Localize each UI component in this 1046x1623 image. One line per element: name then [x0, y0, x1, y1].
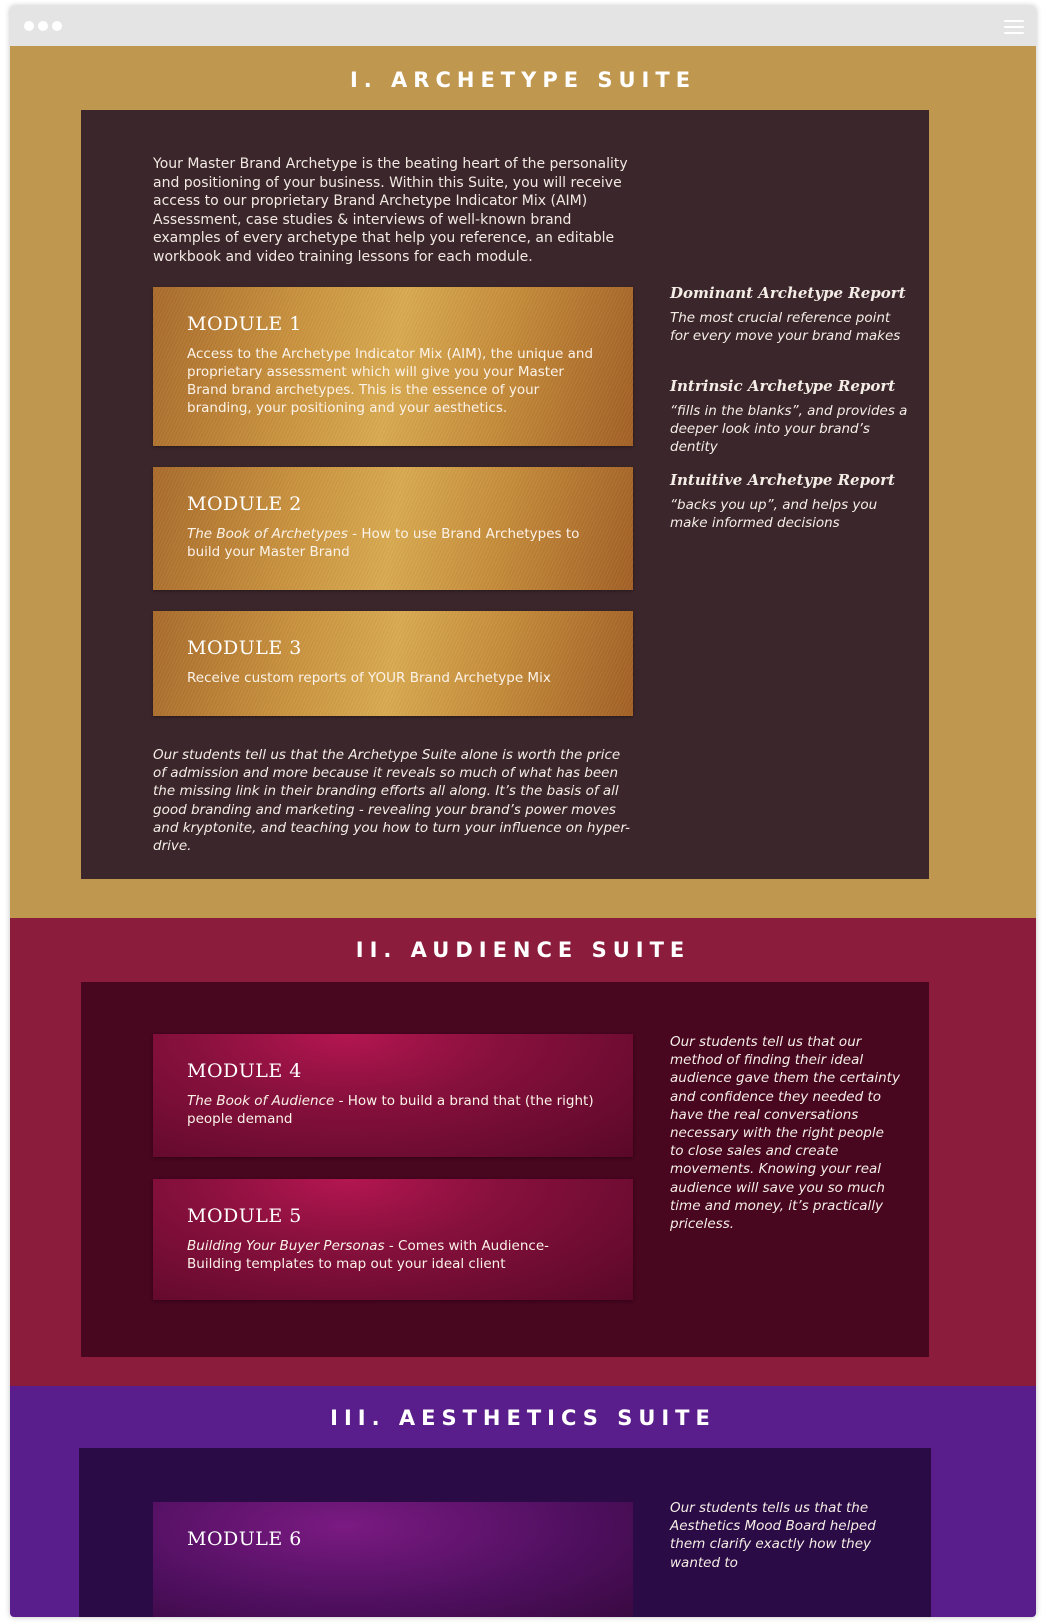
intro-text: Your Master Brand Archetype is the beating heart of the personality and positioning of your business. Within this Suite, you will receive access to our proprietary Brand Archetype Indicator Mix (AIM) Assessment, case studies & interviews of well-known brand examples of every archetype that help you reference, an editable workbook and video training lessons for each module.: [153, 156, 628, 265]
window-controls[interactable]: [24, 21, 62, 31]
module-card[interactable]: [153, 611, 633, 716]
window-dot-icon[interactable]: [24, 21, 34, 31]
report-item: [670, 284, 910, 345]
section-title: I. ARCHETYPE SUITE: [349, 68, 697, 92]
module-description: Access to the Archetype Indicator Mix (AIM), the unique and proprietary assessment which will give you your Master Brand brand archetypes. This is the essence of your branding, your positioning and your aesthetics.: [187, 346, 594, 416]
archetype-suite-section: [10, 46, 1036, 918]
testimonial-text: Our students tells us that the Aesthetics Mood Board helped them clarify exactly how they wanted to: [670, 1500, 876, 1571]
module-heading: MODULE 3: [187, 637, 302, 659]
report-title: Intuitive Archetype Report: [670, 471, 895, 489]
module-card[interactable]: [153, 467, 633, 590]
report-title: Dominant Archetype Report: [670, 284, 906, 302]
module-card[interactable]: [153, 287, 633, 446]
module-description: Building Your Buyer Personas - Comes with Audience-Building templates to map out your ideal client: [187, 1238, 550, 1272]
audience-suite-section: [10, 918, 1036, 1386]
report-text: “backs you up”, and helps you make informed decisions: [670, 497, 878, 531]
report-title: Intrinsic Archetype Report: [670, 377, 896, 395]
module-description: The Book of Archetypes - How to use Brand Archetypes to build your Master Brand: [187, 526, 580, 560]
module-card[interactable]: [153, 1034, 633, 1157]
testimonial-text: Our students tell us that the Archetype Suite alone is worth the price of admission and more because it reveals so much of what has been the missing link in their branding efforts all along. It’s the basis of all good branding and marketing - revealing your brand’s power moves and kryptonite, and teaching you how to turn your influence on hyper-drive.: [153, 747, 631, 855]
module-description: The Book of Audience - How to build a brand that (the right) people demand: [187, 1093, 594, 1127]
module-heading: MODULE 1: [187, 313, 302, 335]
report-text: The most crucial reference point for every move your brand makes: [670, 310, 901, 344]
module-card[interactable]: [153, 1502, 633, 1617]
testimonial-text: Our students tell us that our method of finding their ideal audience gave them the certainty and confidence they needed to have the real conversations necessary with the right people to close sales and create movements. Knowing your real audience will save you so much time and money, it’s practically priceless.: [670, 1034, 900, 1233]
section-title: II. AUDIENCE SUITE: [355, 938, 691, 962]
module-heading: MODULE 5: [187, 1205, 302, 1227]
module-heading: MODULE 2: [187, 493, 302, 515]
window-dot-icon[interactable]: [38, 21, 48, 31]
browser-window: [10, 6, 1036, 1617]
module-card[interactable]: [153, 1179, 633, 1300]
report-item: [670, 377, 910, 456]
module-description: Receive custom reports of YOUR Brand Archetype Mix: [187, 670, 551, 686]
module-heading: MODULE 4: [187, 1060, 302, 1082]
browser-toolbar: [10, 6, 1036, 48]
report-text: “fills in the blanks”, and provides a deeper look into your brand’s dentity: [670, 403, 908, 455]
menu-icon[interactable]: [1004, 20, 1024, 34]
aesthetics-panel: [79, 1448, 931, 1617]
section-title: III. AESTHETICS SUITE: [330, 1406, 716, 1430]
module-heading: MODULE 6: [187, 1528, 302, 1550]
window-dot-icon[interactable]: [52, 21, 62, 31]
report-item: [670, 471, 910, 532]
audience-panel: [81, 982, 929, 1357]
archetype-panel: [81, 110, 929, 879]
aesthetics-suite-section: [10, 1386, 1036, 1617]
